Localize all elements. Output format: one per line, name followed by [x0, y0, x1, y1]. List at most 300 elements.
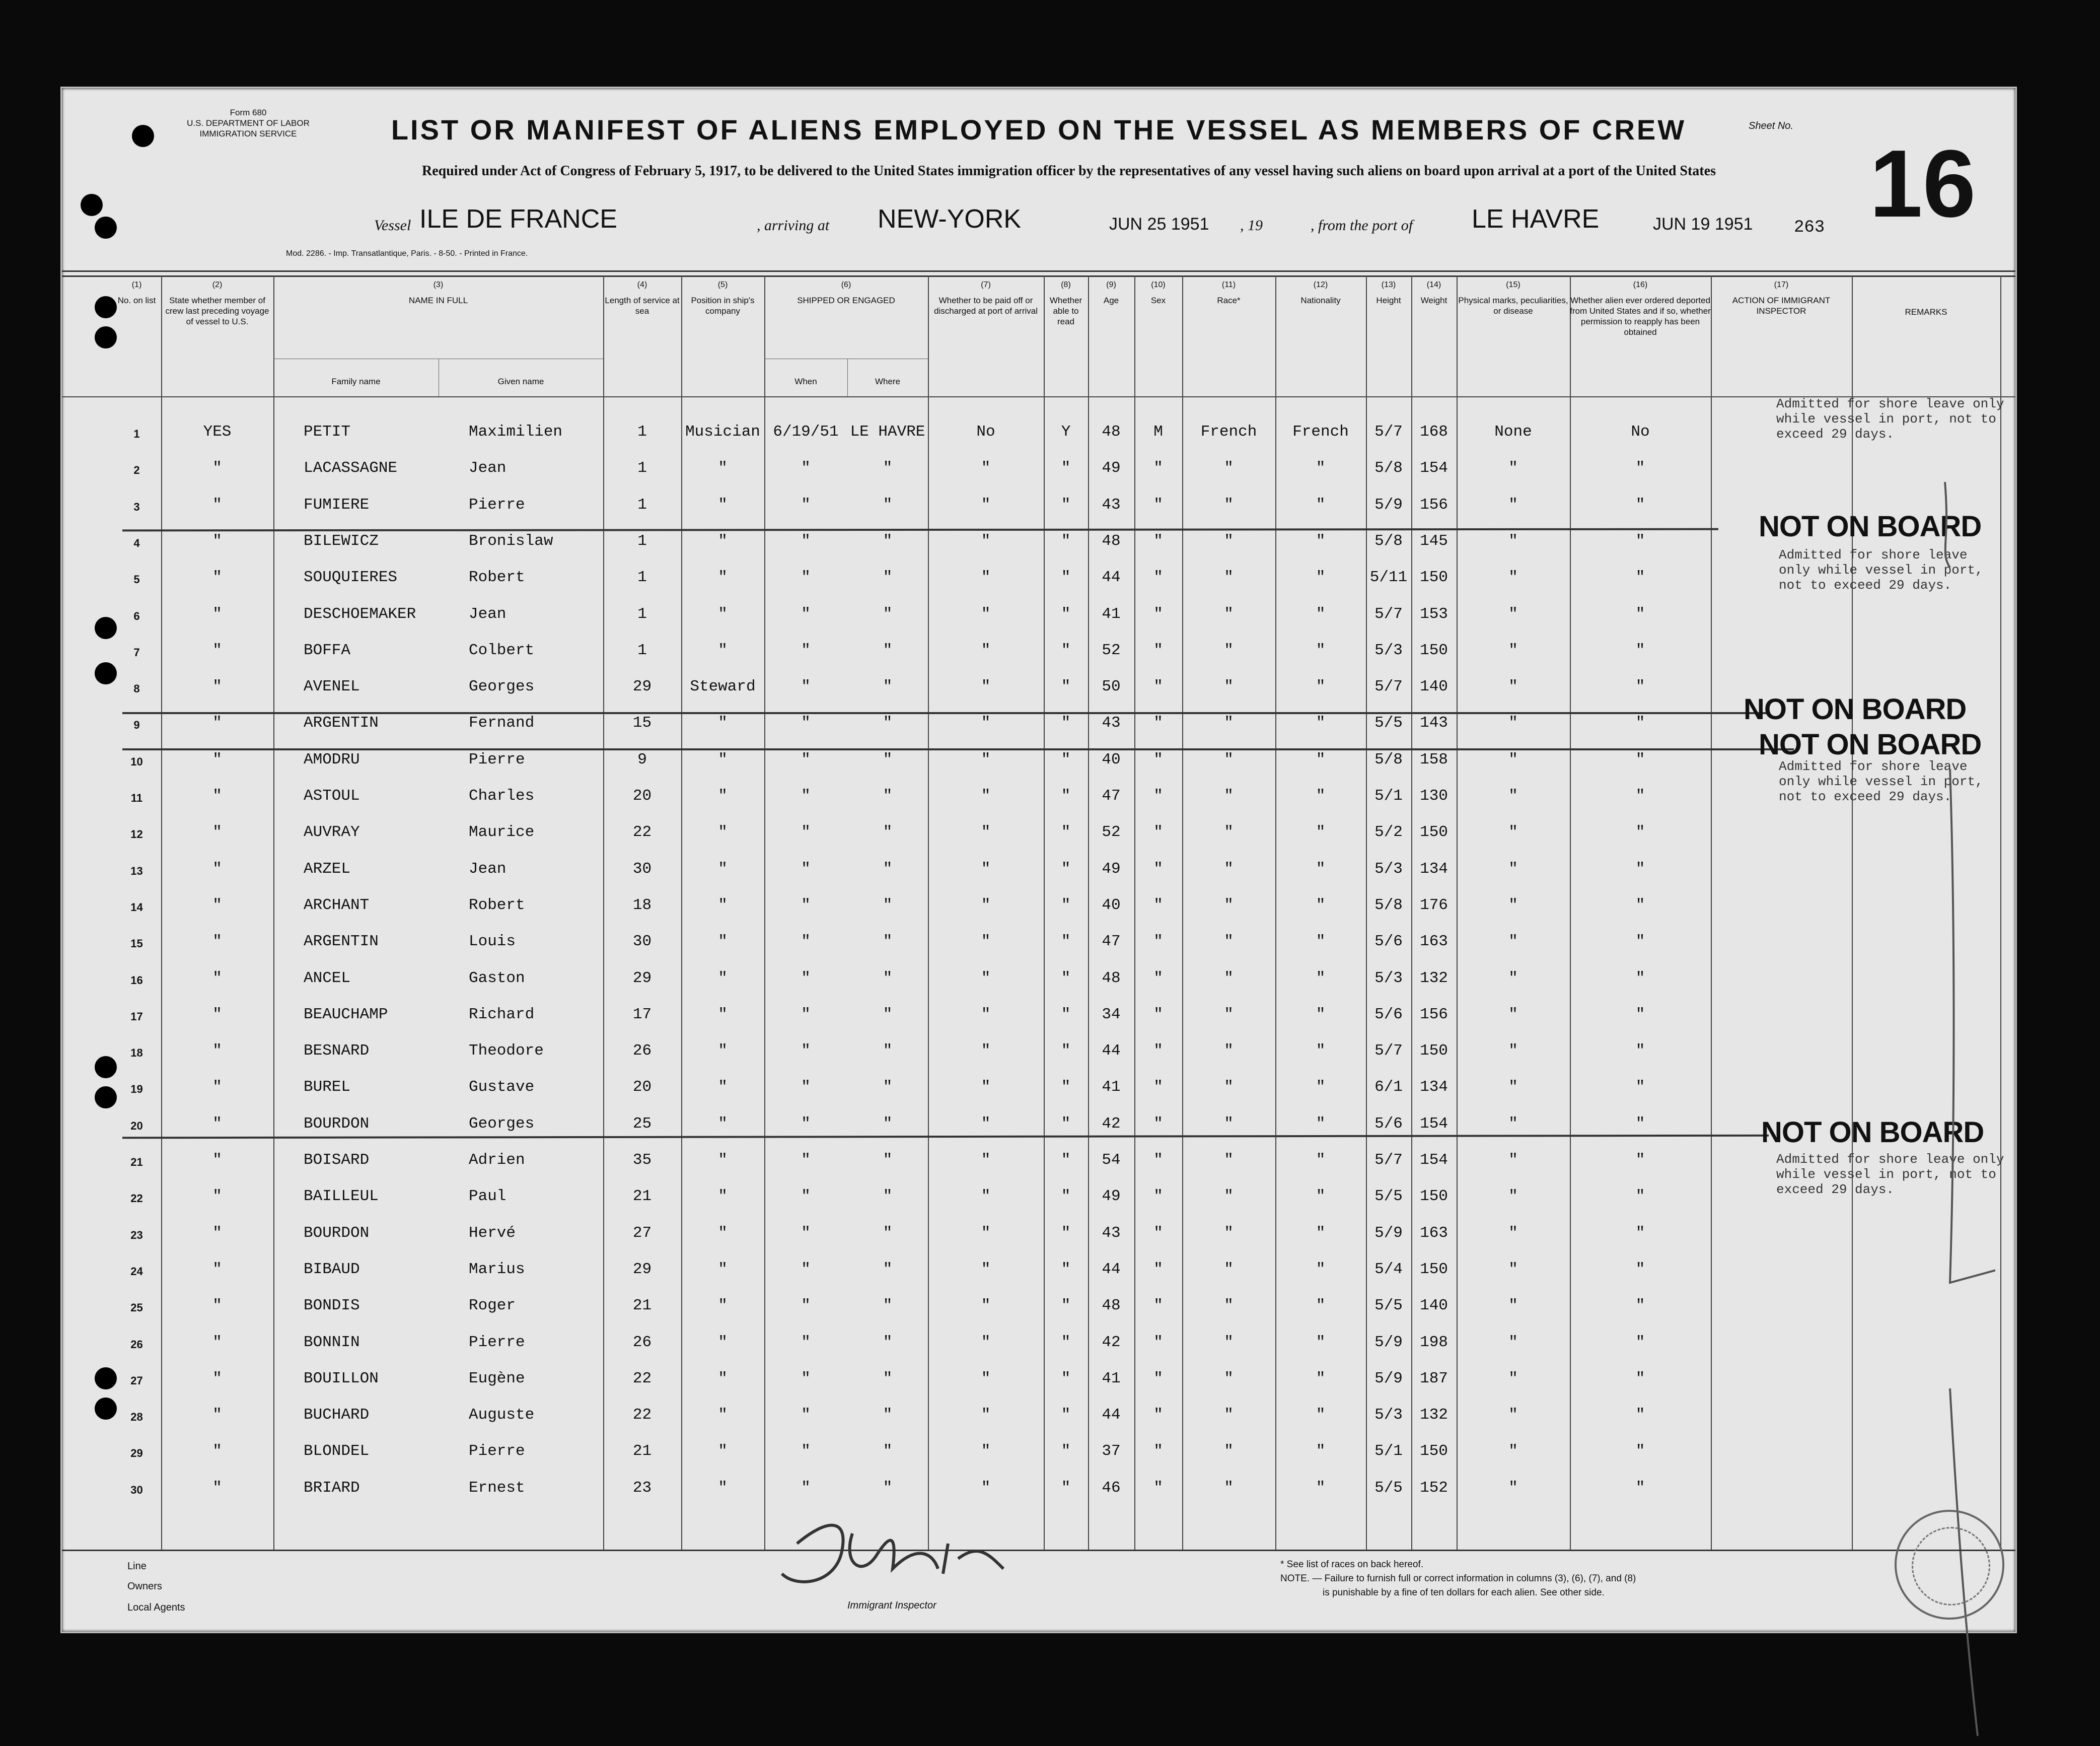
cell-ht: 5/3	[1374, 969, 1403, 987]
cell-where: "	[883, 1369, 893, 1387]
cell-svc: 1	[637, 641, 647, 659]
vessel-line	[374, 204, 1774, 238]
cell-sex: "	[1153, 1260, 1163, 1278]
cell-age: 54	[1102, 1151, 1121, 1169]
cell-read: "	[1061, 678, 1071, 696]
cell-ht: 5/9	[1374, 1224, 1403, 1242]
cell-family: DESCHOEMAKER	[304, 605, 416, 623]
cell-age: 34	[1102, 1005, 1121, 1023]
cell-svc: 1	[637, 532, 647, 550]
table-row	[62, 1209, 2015, 1245]
cell-dep: "	[1635, 1114, 1645, 1133]
cell-sex: "	[1153, 860, 1163, 878]
cell-age: 52	[1102, 641, 1121, 659]
cell-read: "	[1061, 496, 1071, 514]
cell-n: 16	[130, 973, 143, 987]
cell-sex: "	[1153, 605, 1163, 623]
cell-ht: 5/3	[1374, 641, 1403, 659]
cell-n: 13	[130, 864, 143, 877]
cell-race: "	[1224, 532, 1234, 550]
cell-race: "	[1224, 896, 1234, 914]
cell-race: "	[1224, 1333, 1234, 1351]
cell-svc: 9	[637, 750, 647, 769]
cell-age: 43	[1102, 714, 1121, 732]
cell-when: "	[801, 1442, 811, 1460]
cell-family: BONNIN	[304, 1333, 360, 1351]
cell-prev: "	[212, 750, 222, 769]
table-row	[62, 1427, 2015, 1463]
cell-marks: "	[1508, 1078, 1518, 1096]
cell-where: "	[883, 1005, 893, 1023]
cell-read: "	[1061, 896, 1071, 914]
cell-where: "	[883, 1224, 893, 1242]
cell-family: FUMIERE	[304, 496, 370, 514]
cell-svc: 22	[632, 1406, 652, 1424]
cell-nat: "	[1316, 1369, 1326, 1387]
cell-wt: 150	[1420, 1442, 1448, 1460]
agents-label: Local Agents	[127, 1602, 185, 1613]
cell-when: "	[801, 1188, 811, 1206]
cell-race: "	[1224, 1005, 1234, 1023]
cell-sex: "	[1153, 532, 1163, 550]
cell-wt: 156	[1420, 496, 1448, 514]
cell-paid: "	[981, 860, 991, 878]
cell-marks: "	[1508, 459, 1518, 477]
cell-sex: "	[1153, 1297, 1163, 1315]
cell-when: "	[801, 459, 811, 477]
cell-dep: "	[1635, 1005, 1645, 1023]
cell-family: AUVRAY	[304, 823, 360, 842]
cell-paid: "	[981, 1188, 991, 1206]
col-head-deported: (16) Whether alien ever ordered deported from United States and if so, whether permission to reapply has been obtained	[1570, 281, 1711, 337]
cell-marks: "	[1508, 569, 1518, 587]
cell-ht: 5/7	[1374, 678, 1403, 696]
cell-ht: 5/5	[1374, 1188, 1403, 1206]
cell-sex: "	[1153, 678, 1163, 696]
form-number: Form 680	[230, 108, 267, 117]
binder-hole	[95, 217, 117, 239]
cell-pos: "	[718, 1260, 728, 1278]
cell-prev: "	[212, 605, 222, 623]
cell-n: 9	[133, 719, 140, 732]
cell-wt: 150	[1420, 1188, 1448, 1206]
cell-prev: "	[212, 1297, 222, 1315]
cell-wt: 140	[1420, 678, 1448, 696]
cell-read: "	[1061, 714, 1071, 732]
cell-dep: "	[1635, 1042, 1645, 1060]
cell-given: Pierre	[469, 1333, 525, 1351]
cell-dep: "	[1635, 860, 1645, 878]
cell-given: Gustave	[469, 1078, 535, 1096]
cell-marks: "	[1508, 1406, 1518, 1424]
cell-race: "	[1224, 1442, 1234, 1460]
cell-prev: "	[212, 1188, 222, 1206]
cell-pos: "	[718, 1114, 728, 1133]
cell-nat: "	[1316, 860, 1326, 878]
cell-given: Louis	[469, 933, 516, 951]
col-head-shipped: (6) SHIPPED OR ENGAGED	[797, 281, 895, 305]
cell-sex: "	[1153, 969, 1163, 987]
cell-svc: 20	[632, 1078, 652, 1096]
cell-race: "	[1224, 1406, 1234, 1424]
cell-marks: "	[1508, 496, 1518, 514]
cell-family: SOUQUIERES	[304, 569, 398, 587]
cell-ht: 5/7	[1374, 1042, 1403, 1060]
admitted-stamp: Admitted for shore leave only while vessel in port, not to exceed 29 days.	[1776, 1152, 2004, 1197]
cell-ht: 5/6	[1374, 1114, 1403, 1133]
cell-nat: "	[1316, 1260, 1326, 1278]
cell-race: French	[1200, 423, 1257, 441]
cell-paid: "	[981, 678, 991, 696]
footnote	[1280, 1558, 1636, 1600]
cell-where: LE HAVRE	[850, 423, 925, 441]
cell-nat: "	[1316, 678, 1326, 696]
cell-wt: 152	[1420, 1479, 1448, 1497]
cell-where: "	[883, 1188, 893, 1206]
cell-marks: "	[1508, 1005, 1518, 1023]
cell-sex: "	[1153, 1333, 1163, 1351]
cell-read: "	[1061, 1151, 1071, 1169]
cell-where: "	[883, 1442, 893, 1460]
cell-family: BEAUCHAMP	[304, 1005, 388, 1023]
cell-race: "	[1224, 1224, 1234, 1242]
cell-wt: 154	[1420, 1151, 1448, 1169]
cell-dep: "	[1635, 1297, 1645, 1315]
cell-pos: "	[718, 896, 728, 914]
table-row	[62, 407, 2015, 444]
inspector-label: Immigrant Inspector	[847, 1600, 936, 1611]
cell-dep: "	[1635, 678, 1645, 696]
cell-wt: 198	[1420, 1333, 1448, 1351]
cell-wt: 140	[1420, 1297, 1448, 1315]
cell-read: "	[1061, 1479, 1071, 1497]
col-head-marks: (15) Physical marks, peculiarities, or disease	[1458, 281, 1568, 316]
col-head-nationality: (12) Nationality	[1300, 281, 1341, 305]
cell-n: 7	[133, 646, 140, 659]
cell-race: "	[1224, 1369, 1234, 1387]
cell-ht: 5/1	[1374, 787, 1403, 805]
cell-race: "	[1224, 969, 1234, 987]
cell-nat: "	[1316, 1005, 1326, 1023]
binder-hole	[95, 1086, 117, 1108]
cell-ht: 5/7	[1374, 605, 1403, 623]
cell-sex: "	[1153, 569, 1163, 587]
cell-given: Maurice	[469, 823, 535, 842]
cell-where: "	[883, 860, 893, 878]
cell-given: Richard	[469, 1005, 535, 1023]
cell-wt: 154	[1420, 459, 1448, 477]
owners-label: Owners	[127, 1581, 162, 1592]
cell-ht: 5/8	[1374, 750, 1403, 769]
cell-where: "	[883, 641, 893, 659]
cell-prev: "	[212, 933, 222, 951]
table-row	[62, 990, 2015, 1026]
cell-paid: No	[976, 423, 995, 441]
cell-ht: 6/1	[1374, 1078, 1403, 1096]
cell-given: Auguste	[469, 1406, 535, 1424]
manifest-sheet	[60, 87, 2017, 1633]
cell-where: "	[883, 896, 893, 914]
cell-paid: "	[981, 1297, 991, 1315]
cell-read: "	[1061, 532, 1071, 550]
cell-age: 43	[1102, 1224, 1121, 1242]
table-row	[62, 1390, 2015, 1427]
cell-prev: "	[212, 1260, 222, 1278]
not-on-board-stamp: NOT ON BOARD	[1761, 1116, 1984, 1149]
header-rule	[62, 270, 2015, 272]
cell-when: "	[801, 896, 811, 914]
cell-given: Paul	[469, 1188, 506, 1206]
cell-pos: "	[718, 1224, 728, 1242]
crew-table	[62, 275, 2015, 1643]
cell-svc: 1	[637, 605, 647, 623]
cell-paid: "	[981, 896, 991, 914]
cell-prev: "	[212, 1114, 222, 1133]
department-name: U.S. DEPARTMENT OF LABOR	[187, 118, 310, 128]
cell-prev: "	[212, 1224, 222, 1242]
cell-sex: "	[1153, 1114, 1163, 1133]
cell-given: Pierre	[469, 1442, 525, 1460]
cell-n: 20	[130, 1119, 143, 1132]
cell-read: "	[1061, 641, 1071, 659]
cell-svc: 15	[632, 714, 652, 732]
cell-read: "	[1061, 787, 1071, 805]
table-row	[62, 772, 2015, 808]
cell-where: "	[883, 569, 893, 587]
cell-race: "	[1224, 459, 1234, 477]
cell-svc: 29	[632, 969, 652, 987]
cell-pos: Musician	[685, 423, 760, 441]
cell-sex: "	[1153, 750, 1163, 769]
cell-ht: 5/7	[1374, 1151, 1403, 1169]
cell-sex: "	[1153, 933, 1163, 951]
cell-given: Pierre	[469, 750, 525, 769]
cell-prev: "	[212, 641, 222, 659]
cell-wt: 154	[1420, 1114, 1448, 1133]
cell-nat: "	[1316, 896, 1326, 914]
table-row	[62, 1099, 2015, 1136]
cell-age: 48	[1102, 423, 1121, 441]
cell-where: "	[883, 1406, 893, 1424]
cell-n: 14	[130, 900, 143, 914]
cell-pos: "	[718, 933, 728, 951]
cell-sex: "	[1153, 1005, 1163, 1023]
cell-given: Hervé	[469, 1224, 516, 1242]
cell-pos: "	[718, 569, 728, 587]
cell-paid: "	[981, 1005, 991, 1023]
cell-where: "	[883, 1260, 893, 1278]
cell-marks: "	[1508, 823, 1518, 842]
cell-family: BUCHARD	[304, 1406, 370, 1424]
sheet-stamp-number: 263	[1794, 218, 1825, 237]
cell-prev: "	[212, 496, 222, 514]
cell-marks: "	[1508, 1442, 1518, 1460]
cell-nat: "	[1316, 532, 1326, 550]
cell-svc: 35	[632, 1151, 652, 1169]
inspector-signature	[767, 1498, 1019, 1599]
cell-nat: "	[1316, 823, 1326, 842]
cell-race: "	[1224, 1260, 1234, 1278]
cell-n: 21	[130, 1156, 143, 1168]
cell-when: "	[801, 969, 811, 987]
official-seal	[1895, 1510, 2004, 1620]
cell-marks: "	[1508, 714, 1518, 732]
cell-family: BIBAUD	[304, 1260, 360, 1278]
table-row	[62, 1281, 2015, 1317]
cell-given: Theodore	[469, 1042, 544, 1060]
cell-marks: "	[1508, 1188, 1518, 1206]
cell-nat: "	[1316, 605, 1326, 623]
cell-svc: 30	[632, 933, 652, 951]
from-label: , from the port of	[1311, 217, 1413, 234]
cell-nat: "	[1316, 1114, 1326, 1133]
cell-n: 26	[130, 1338, 143, 1351]
not-on-board-stamp: NOT ON BOARD	[1759, 510, 1982, 543]
header	[62, 88, 2015, 274]
cell-race: "	[1224, 496, 1234, 514]
cell-race: "	[1224, 641, 1234, 659]
cell-n: 24	[130, 1265, 143, 1278]
cell-nat: "	[1316, 459, 1326, 477]
cell-nat: "	[1316, 496, 1326, 514]
cell-n: 11	[130, 792, 143, 804]
cell-read: "	[1061, 1297, 1071, 1315]
cell-read: "	[1061, 860, 1071, 878]
cell-marks: "	[1508, 1333, 1518, 1351]
cell-age: 44	[1102, 1406, 1121, 1424]
col-head-given-name: Given name	[497, 377, 544, 386]
cell-read: "	[1061, 1078, 1071, 1096]
cell-n: 3	[133, 500, 140, 513]
cell-n: 27	[130, 1374, 143, 1387]
cell-pos: "	[718, 605, 728, 623]
cell-paid: "	[981, 569, 991, 587]
cell-marks: "	[1508, 1297, 1518, 1315]
cell-dep: "	[1635, 1151, 1645, 1169]
cell-nat: "	[1316, 1479, 1326, 1497]
cell-svc: 30	[632, 860, 652, 878]
cell-when: "	[801, 1406, 811, 1424]
cell-read: "	[1061, 969, 1071, 987]
cell-race: "	[1224, 1114, 1234, 1133]
cell-n: 17	[130, 1010, 143, 1023]
cell-age: 41	[1102, 605, 1121, 623]
cell-family: AMODRU	[304, 750, 360, 769]
cell-nat: "	[1316, 1297, 1326, 1315]
cell-age: 50	[1102, 678, 1121, 696]
cell-dep: No	[1631, 423, 1650, 441]
cell-race: "	[1224, 933, 1234, 951]
departure-port: LE HAVRE	[1472, 204, 1600, 234]
cell-where: "	[883, 1078, 893, 1096]
cell-sex: "	[1153, 1078, 1163, 1096]
cell-paid: "	[981, 933, 991, 951]
cell-ht: 5/6	[1374, 1005, 1403, 1023]
cell-sex: "	[1153, 1151, 1163, 1169]
admitted-stamp: Admitted for shore leave only while vessel in port, not to exceed 29 days.	[1779, 547, 1983, 593]
table-row	[62, 735, 2015, 772]
cell-ht: 5/9	[1374, 1369, 1403, 1387]
requirement-text: Required under Act of Congress of February 5, 1917, to be delivered to the United States immigration officer by the representatives of any vessel having such aliens on board upon arrival at a port of the United States	[422, 163, 1716, 179]
cell-ht: 5/6	[1374, 933, 1403, 951]
cell-svc: 26	[632, 1333, 652, 1351]
cell-svc: 27	[632, 1224, 652, 1242]
cell-where: "	[883, 605, 893, 623]
cell-given: Jean	[469, 860, 506, 878]
cell-pos: "	[718, 787, 728, 805]
strike-row-7	[122, 712, 1769, 714]
cell-family: PETIT	[304, 423, 351, 441]
sheet-number: 16	[1869, 130, 1976, 237]
cell-nat: "	[1316, 1333, 1326, 1351]
fine-note-1: NOTE. — Failure to furnish full or correct information in columns (3), (6), (7), and (8)	[1280, 1573, 1636, 1584]
cell-sex: "	[1153, 1188, 1163, 1206]
cell-family: BOUILLON	[304, 1369, 379, 1387]
cell-sex: "	[1153, 1042, 1163, 1060]
cell-read: "	[1061, 750, 1071, 769]
cell-pos: "	[718, 1369, 728, 1387]
cell-dep: "	[1635, 459, 1645, 477]
cell-age: 47	[1102, 933, 1121, 951]
cell-prev: "	[212, 823, 222, 842]
cell-n: 25	[130, 1301, 143, 1314]
cell-pos: "	[718, 969, 728, 987]
cell-pos: "	[718, 641, 728, 659]
cell-where: "	[883, 933, 893, 951]
binder-hole	[95, 617, 117, 639]
cell-race: "	[1224, 569, 1234, 587]
cell-svc: 1	[637, 423, 647, 441]
cell-paid: "	[981, 714, 991, 732]
table-row	[62, 1136, 2015, 1172]
cell-when: 6/19/51	[773, 423, 839, 441]
cell-n: 22	[130, 1192, 143, 1205]
cell-ht: 5/1	[1374, 1442, 1403, 1460]
cell-where: "	[883, 1042, 893, 1060]
cell-sex: "	[1153, 1224, 1163, 1242]
admitted-stamp: Admitted for shore leave only while vessel in port, not to exceed 29 days.	[1779, 759, 1983, 804]
cell-dep: "	[1635, 714, 1645, 732]
cell-dep: "	[1635, 1188, 1645, 1206]
cell-marks: "	[1508, 860, 1518, 878]
cell-age: 46	[1102, 1479, 1121, 1497]
cell-where: "	[883, 969, 893, 987]
cell-pos: "	[718, 459, 728, 477]
cell-wt: 150	[1420, 1042, 1448, 1060]
cell-where: "	[883, 1479, 893, 1497]
cell-sex: "	[1153, 1479, 1163, 1497]
cell-wt: 134	[1420, 860, 1448, 878]
arrival-port: NEW-YORK	[878, 204, 1022, 234]
footer-rule	[62, 1550, 2015, 1551]
cell-paid: "	[981, 1260, 991, 1278]
table-row	[62, 1026, 2015, 1063]
cell-ht: 5/9	[1374, 1333, 1403, 1351]
cell-where: "	[883, 1333, 893, 1351]
cell-pos: "	[718, 1297, 728, 1315]
cell-ht: 5/3	[1374, 1406, 1403, 1424]
cell-n: 2	[133, 464, 140, 477]
cell-family: BESNARD	[304, 1042, 370, 1060]
cell-svc: 1	[637, 569, 647, 587]
table-row	[62, 917, 2015, 953]
cell-paid: "	[981, 605, 991, 623]
cell-family: BUREL	[304, 1078, 351, 1096]
cell-prev: "	[212, 1369, 222, 1387]
cell-read: "	[1061, 1369, 1071, 1387]
cell-dep: "	[1635, 1260, 1645, 1278]
cell-wt: 150	[1420, 823, 1448, 842]
